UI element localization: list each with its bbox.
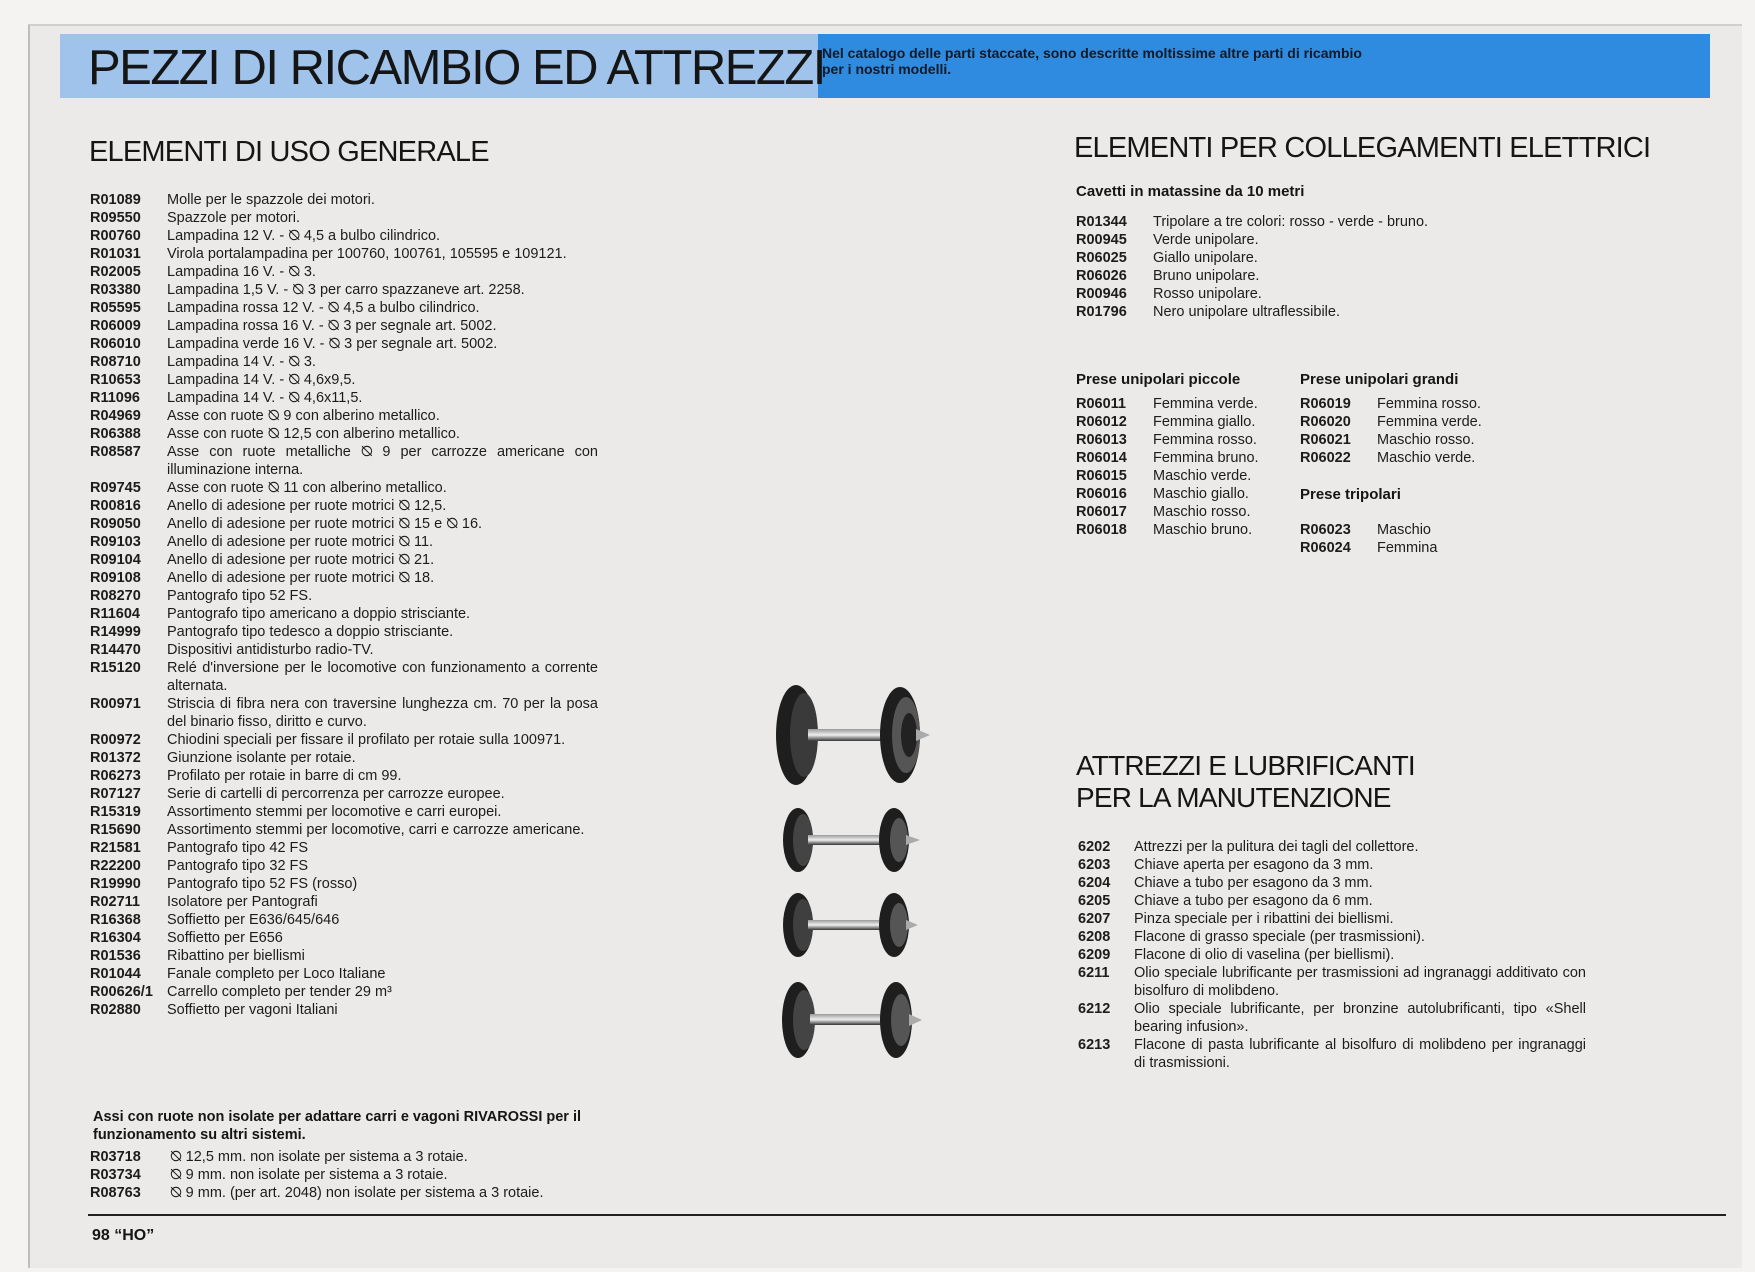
part-description: Asse con ruote ⦰ 11 con alberino metallico. (167, 480, 447, 496)
part-description: Giunzione isolante per rotaie. (167, 750, 356, 766)
list-item (1078, 856, 1586, 874)
list-item (90, 929, 598, 947)
list-item (1076, 267, 1506, 285)
list-item (90, 623, 598, 641)
list-item (90, 785, 598, 803)
part-code: R06026 (1076, 268, 1127, 284)
part-description: Anello di adesione per ruote motrici ⦰ 11. (167, 534, 434, 550)
part-code: R00816 (90, 498, 141, 514)
list-item (1078, 928, 1586, 946)
list-item (90, 1184, 598, 1202)
list-item (90, 857, 598, 875)
list-item (90, 947, 598, 965)
part-description: Chiodini speciali per fissare il profilato per rotaie sulla 100971. (167, 732, 566, 748)
part-description: Anello di adesione per ruote motrici ⦰ 15 e ⦰ 16. (167, 516, 483, 532)
part-code: R08270 (90, 588, 141, 604)
assi-list (90, 1148, 598, 1202)
list-item (1076, 285, 1506, 303)
part-code: R08710 (90, 354, 141, 370)
part-code: R15319 (90, 804, 141, 820)
section-title-tools-2: PER LA MANUTENZIONE (1076, 782, 1391, 813)
part-code: R09050 (90, 516, 141, 532)
part-code: R06021 (1300, 432, 1351, 448)
part-code: R08587 (90, 444, 141, 460)
list-item (1076, 303, 1506, 321)
part-code: 6207 (1078, 911, 1111, 927)
part-code: R06016 (1076, 486, 1127, 502)
part-code: R00626/1 (90, 984, 153, 1000)
part-description: Ribattino per biellismi (167, 948, 305, 964)
list-item (90, 965, 598, 983)
part-description: Maschio verde. (1153, 468, 1252, 484)
part-code: R00945 (1076, 232, 1127, 248)
list-item (90, 407, 598, 425)
part-code: R16304 (90, 930, 141, 946)
part-code: R06019 (1300, 396, 1351, 412)
part-code: 6204 (1078, 875, 1111, 891)
cavetti-subtitle: Cavetti in matassine da 10 metri (1076, 183, 1305, 200)
list-item (90, 389, 598, 407)
part-code: R06024 (1300, 540, 1351, 556)
part-code: R06015 (1076, 468, 1127, 484)
part-code: R00971 (90, 696, 141, 712)
part-description: Rosso unipolare. (1153, 286, 1262, 302)
part-description: Tripolare a tre colori: rosso - verde - bruno. (1153, 214, 1429, 230)
part-description: Lampadina 12 V. - ⦰ 4,5 a bulbo cilindrico. (167, 228, 441, 244)
list-item (1076, 213, 1506, 231)
part-code: R06011 (1076, 396, 1126, 412)
part-description: Pantografo tipo 32 FS (167, 858, 309, 874)
part-code: R01796 (1076, 304, 1127, 320)
section-title-general: ELEMENTI DI USO GENERALE (89, 136, 489, 168)
list-item (1076, 249, 1506, 267)
part-description: Carrello completo per tender 29 m³ (167, 984, 392, 1000)
part-code: R06022 (1300, 450, 1351, 466)
list-item (90, 767, 598, 785)
part-description: Fanale completo per Loco Italiane (167, 966, 386, 982)
tripolari-list (1300, 521, 1520, 557)
part-code: R00946 (1076, 286, 1127, 302)
part-code: R14999 (90, 624, 141, 640)
assi-subtitle: Assi con ruote non isolate per adattare carri e vagoni RIVAROSSI per il funzionamento su altri sistemi. (93, 1109, 582, 1143)
list-item (90, 731, 598, 749)
grandi-list (1300, 395, 1520, 467)
part-code: R06020 (1300, 414, 1351, 430)
piccole-list (1076, 395, 1296, 539)
list-item (1300, 431, 1520, 449)
wheelset-illustration (770, 680, 940, 1080)
part-code: R01372 (90, 750, 141, 766)
list-item (90, 209, 598, 227)
list-item (1078, 964, 1586, 1000)
list-item (90, 659, 598, 695)
list-item (90, 371, 598, 389)
list-item (1078, 892, 1586, 910)
part-code: R01344 (1076, 214, 1127, 230)
list-item (1078, 1036, 1586, 1072)
list-item (90, 281, 598, 299)
cavetti-list (1076, 213, 1506, 321)
part-description: Lampadina 14 V. - ⦰ 4,6x11,5. (167, 390, 363, 406)
part-code: R02005 (90, 264, 141, 280)
part-code: R21581 (90, 840, 141, 856)
part-code: R03734 (90, 1167, 141, 1183)
part-description: Flacone di pasta lubrificante al bisolfuro di molibdeno per ingranaggi di trasmissioni. (1134, 1037, 1586, 1071)
part-code: R16368 (90, 912, 141, 928)
section-title-tools-1: ATTREZZI E LUBRIFICANTI (1076, 750, 1415, 781)
list-item (90, 551, 598, 569)
list-item (1300, 539, 1520, 557)
part-code: 6212 (1078, 1001, 1111, 1017)
part-code: R06273 (90, 768, 141, 784)
list-item (90, 443, 598, 479)
part-description: Femmina verde. (1153, 396, 1258, 412)
part-description: Assortimento stemmi per locomotive e carri europei. (167, 804, 502, 820)
part-description: Virola portalampadina per 100760, 100761, 105595 e 109121. (167, 246, 567, 262)
part-description: Lampadina rossa 12 V. - ⦰ 4,5 a bulbo cilindrico. (167, 300, 480, 316)
list-item (1078, 946, 1586, 964)
list-item (90, 983, 598, 1001)
part-code: 6208 (1078, 929, 1111, 945)
list-item (1078, 838, 1586, 856)
part-code: R09103 (90, 534, 141, 550)
part-code: R06013 (1076, 432, 1127, 448)
page-number: 98 “HO” (92, 1227, 155, 1244)
part-code: R15120 (90, 660, 141, 676)
part-description: Asse con ruote ⦰ 12,5 con alberino metallico. (167, 426, 460, 442)
list-item (1076, 467, 1296, 485)
list-item (1078, 910, 1586, 928)
part-description: Maschio verde. (1377, 450, 1476, 466)
part-description: Soffietto per E656 (167, 930, 283, 946)
part-code: R05595 (90, 300, 141, 316)
part-description: Chiave aperta per esagono da 3 mm. (1134, 857, 1374, 873)
list-item (1076, 521, 1296, 539)
part-description: Pantografo tipo 42 FS (167, 840, 309, 856)
part-description: Pantografo tipo americano a doppio strisciante. (167, 606, 471, 622)
part-description: Anello di adesione per ruote motrici ⦰ 21. (167, 552, 435, 568)
part-description: Assortimento stemmi per locomotive, carri e carrozze americane. (167, 822, 585, 838)
part-code: R03380 (90, 282, 141, 298)
list-item (1076, 395, 1296, 413)
part-description: Lampadina rossa 16 V. - ⦰ 3 per segnale art. 5002. (167, 318, 497, 334)
list-item (90, 263, 598, 281)
part-description: Relé d'inversione per le locomotive con funzionamento a corrente alternata. (167, 660, 598, 694)
part-code: R06012 (1076, 414, 1127, 430)
footer-rule (88, 1214, 1726, 1216)
part-code: R09108 (90, 570, 141, 586)
part-code: R19990 (90, 876, 141, 892)
part-code: R01044 (90, 966, 141, 982)
part-code: 6202 (1078, 839, 1111, 855)
list-item (1300, 521, 1520, 539)
part-description: Pantografo tipo 52 FS. (167, 588, 313, 604)
part-description: Anello di adesione per ruote motrici ⦰ 18. (167, 570, 435, 586)
part-code: R10653 (90, 372, 141, 388)
list-item (90, 191, 598, 209)
part-description: Striscia di fibra nera con traversine lunghezza cm. 70 per la posa del binario fisso, diritto e curvo. (167, 696, 598, 730)
part-code: R06014 (1076, 450, 1127, 466)
list-item (90, 353, 598, 371)
piccole-subtitle: Prese unipolari piccole (1076, 371, 1241, 388)
part-description: Chiave a tubo per esagono da 6 mm. (1134, 893, 1373, 909)
part-code: R03718 (90, 1149, 141, 1165)
part-description: Femmina giallo. (1153, 414, 1256, 430)
general-parts-list (90, 191, 598, 1019)
list-item (90, 335, 598, 353)
part-code: R02880 (90, 1002, 141, 1018)
list-item (90, 641, 598, 659)
part-description: Asse con ruote metalliche ⦰ 9 per carrozze americane con illuminazione interna. (167, 444, 598, 478)
list-item (90, 749, 598, 767)
part-code: R08763 (90, 1185, 141, 1201)
list-item (90, 497, 598, 515)
part-description: Nero unipolare ultraflessibile. (1153, 304, 1340, 320)
list-item (90, 317, 598, 335)
part-description: Soffietto per E636/645/646 (167, 912, 340, 928)
part-code: 6213 (1078, 1037, 1111, 1053)
list-item (1076, 449, 1296, 467)
wheelset-medium-icon (783, 808, 920, 872)
grandi-subtitle: Prese unipolari grandi (1300, 371, 1459, 388)
part-description: Lampadina 14 V. - ⦰ 3. (167, 354, 316, 370)
part-description: Spazzole per motori. (167, 210, 300, 226)
part-description: Flacone di grasso speciale (per trasmissioni). (1134, 929, 1425, 945)
part-code: R06009 (90, 318, 141, 334)
list-item (90, 587, 598, 605)
part-description: Soffietto per vagoni Italiani (167, 1002, 338, 1018)
list-item (90, 533, 598, 551)
part-description: Olio speciale lubrificante per trasmissioni ad ingranaggi additivato con bisolfuro di molibdeno. (1134, 965, 1586, 999)
list-item (90, 875, 598, 893)
part-description: Lampadina verde 16 V. - ⦰ 3 per segnale art. 5002. (167, 336, 498, 352)
part-code: R06010 (90, 336, 141, 352)
part-description: Giallo unipolare. (1153, 250, 1258, 266)
tools-list (1078, 838, 1586, 1072)
list-item (90, 1001, 598, 1019)
part-code: R06388 (90, 426, 141, 442)
list-item (1076, 485, 1296, 503)
list-item (90, 479, 598, 497)
list-item (90, 911, 598, 929)
part-code: 6203 (1078, 857, 1111, 873)
part-description: Serie di cartelli di percorrenza per carrozze europee. (167, 786, 505, 802)
list-item (90, 1166, 598, 1184)
part-description: Profilato per rotaie in barre di cm 99. (167, 768, 402, 784)
part-code: R11096 (90, 390, 140, 406)
part-description: Bruno unipolare. (1153, 268, 1260, 284)
part-description: Molle per le spazzole dei motori. (167, 192, 375, 208)
part-code: R07127 (90, 786, 141, 802)
part-code: R14470 (90, 642, 141, 658)
part-description: Lampadina 16 V. - ⦰ 3. (167, 264, 316, 280)
page-title: PEZZI DI RICAMBIO ED ATTREZZI (88, 41, 825, 95)
part-description: Verde unipolare. (1153, 232, 1259, 248)
part-description: Femmina (1377, 540, 1438, 556)
part-description: Maschio rosso. (1153, 504, 1251, 520)
part-description: Lampadina 1,5 V. - ⦰ 3 per carro spazzaneve art. 2258. (167, 282, 525, 298)
list-item (90, 839, 598, 857)
part-code: R06017 (1076, 504, 1127, 520)
list-item (90, 425, 598, 443)
header-note: Nel catalogo delle parti staccate, sono descritte moltissime altre parti di ricambio per i nostri modelli. (822, 45, 1362, 77)
part-code: R00760 (90, 228, 141, 244)
part-description: Pantografo tipo 52 FS (rosso) (167, 876, 358, 892)
part-code: R00972 (90, 732, 141, 748)
part-description: Anello di adesione per ruote motrici ⦰ 12,5. (167, 498, 447, 514)
list-item (1078, 1000, 1586, 1036)
part-code: R02711 (90, 894, 140, 910)
list-item (90, 245, 598, 263)
wheelset-large-icon (776, 685, 930, 785)
section-title-electric: ELEMENTI PER COLLEGAMENTI ELETTRICI (1074, 132, 1651, 164)
part-code: R04969 (90, 408, 141, 424)
part-code: R09104 (90, 552, 141, 568)
part-code: R15690 (90, 822, 141, 838)
part-code: R09745 (90, 480, 141, 496)
part-description: Pinza speciale per i ribattini dei biellismi. (1134, 911, 1394, 927)
part-code: R06018 (1076, 522, 1127, 538)
part-description: Olio speciale lubrificante, per bronzine autolubrificanti, tipo «Shell bearing infusion». (1134, 1001, 1586, 1035)
part-description: Maschio rosso. (1377, 432, 1475, 448)
part-description: Isolatore per Pantografi (167, 894, 318, 910)
part-description: Maschio (1377, 522, 1431, 538)
list-item (1076, 503, 1296, 521)
list-item (1076, 231, 1506, 249)
part-code: R01089 (90, 192, 141, 208)
part-description: Dispositivi antidisturbo radio-TV. (167, 642, 374, 658)
part-code: 6209 (1078, 947, 1111, 963)
part-code: R01031 (90, 246, 141, 262)
part-description: Chiave a tubo per esagono da 3 mm. (1134, 875, 1373, 891)
part-description: Pantografo tipo tedesco a doppio strisciante. (167, 624, 454, 640)
list-item (1300, 395, 1520, 413)
part-description: Femmina bruno. (1153, 450, 1259, 466)
list-item (90, 821, 598, 839)
list-item (90, 569, 598, 587)
list-item (1076, 431, 1296, 449)
part-description: Maschio giallo. (1153, 486, 1249, 502)
part-description: Attrezzi per la pulitura dei tagli del collettore. (1134, 839, 1419, 855)
list-item (90, 695, 598, 731)
part-description: Lampadina 14 V. - ⦰ 4,6x9,5. (167, 372, 356, 388)
list-item (1076, 413, 1296, 431)
wheelset-small-icon (783, 893, 918, 957)
list-item (90, 605, 598, 623)
tripolari-subtitle: Prese tripolari (1300, 486, 1401, 503)
part-code: R11604 (90, 606, 140, 622)
part-description: Femmina verde. (1377, 414, 1482, 430)
list-item (1078, 874, 1586, 892)
part-code: R22200 (90, 858, 141, 874)
part-description: ⦰ 9 mm. (per art. 2048) non isolate per sistema a 3 rotaie. (170, 1185, 544, 1201)
list-item (90, 803, 598, 821)
part-description: ⦰ 9 mm. non isolate per sistema a 3 rotaie. (170, 1167, 448, 1183)
part-description: ⦰ 12,5 mm. non isolate per sistema a 3 rotaie. (170, 1149, 468, 1165)
part-description: Asse con ruote ⦰ 9 con alberino metallico. (167, 408, 440, 424)
part-code: R06025 (1076, 250, 1127, 266)
list-item (90, 893, 598, 911)
part-description: Femmina rosso. (1377, 396, 1481, 412)
part-code: 6205 (1078, 893, 1111, 909)
part-code: R06023 (1300, 522, 1351, 538)
part-code: R09550 (90, 210, 141, 226)
part-code: R01536 (90, 948, 141, 964)
part-description: Femmina rosso. (1153, 432, 1257, 448)
list-item (90, 299, 598, 317)
list-item (90, 227, 598, 245)
part-description: Maschio bruno. (1153, 522, 1253, 538)
part-code: 6211 (1078, 965, 1110, 981)
list-item (90, 515, 598, 533)
list-item (90, 1148, 598, 1166)
wheelset-metal-icon (782, 982, 922, 1058)
part-description: Flacone di olio di vaselina (per biellismi). (1134, 947, 1395, 963)
list-item (1300, 413, 1520, 431)
list-item (1300, 449, 1520, 467)
